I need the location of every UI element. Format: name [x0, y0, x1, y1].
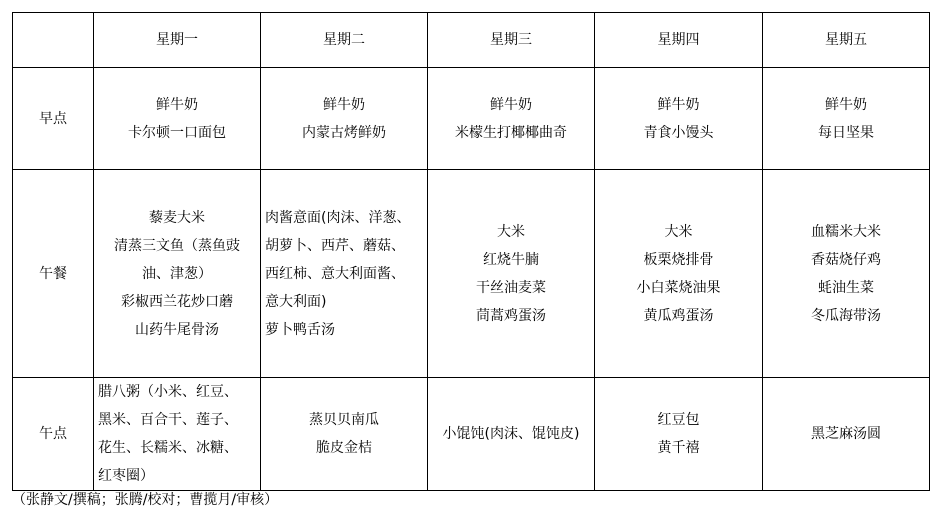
- menu-item: 黄千禧: [657, 440, 700, 456]
- menu-item: 卡尔顿一口面包: [128, 124, 226, 141]
- menu-item: 黑芝麻汤圆: [811, 426, 881, 442]
- menu-item: 米檬生打椰椰曲奇: [455, 124, 567, 141]
- day-header: 星期一: [94, 13, 261, 68]
- menu-cell: [428, 170, 595, 378]
- menu-cell: [261, 68, 428, 170]
- menu-item: 蒸贝贝南瓜: [309, 412, 379, 428]
- menu-cell: [428, 378, 595, 491]
- menu-cell: [763, 170, 930, 378]
- corner-cell: [13, 13, 94, 68]
- menu-item: 藜麦大米: [149, 209, 205, 226]
- menu-cell: [94, 170, 261, 378]
- menu-item: 干丝油麦菜: [476, 279, 546, 296]
- meal-label: 早点: [13, 68, 94, 170]
- menu-cell: [261, 170, 428, 378]
- breakfast-row: [13, 68, 930, 170]
- meal-label: 午餐: [13, 170, 94, 378]
- menu-item: 鲜牛奶: [825, 96, 867, 113]
- menu-item: 大米: [497, 223, 525, 240]
- menu-item: 每日坚果: [818, 124, 874, 141]
- menu-cell: [595, 68, 763, 170]
- menu-cell: [595, 170, 763, 378]
- menu-item: 黄瓜鸡蛋汤: [643, 307, 714, 324]
- credits-footer: （张静文/撰稿；张腾/校对；曹揽月/审核）: [12, 492, 279, 508]
- menu-item: 鲜牛奶: [490, 96, 532, 113]
- menu-item: 萝卜鸭舌汤: [265, 321, 335, 338]
- menu-item: 香菇烧仔鸡: [811, 251, 881, 268]
- menu-item: 山药牛尾骨汤: [135, 321, 219, 338]
- menu-item: 冬瓜海带汤: [811, 307, 881, 324]
- menu-item: 肉酱意面(肉沫、洋葱、: [265, 209, 411, 226]
- menu-cell: [595, 378, 763, 491]
- menu-cell: [763, 378, 930, 491]
- menu-item: 血糯米大米: [811, 223, 881, 240]
- afternoon-snack-row: [13, 378, 930, 491]
- menu-cell: [94, 68, 261, 170]
- day-header: 星期二: [261, 13, 428, 68]
- day-header: 星期五: [763, 13, 930, 68]
- menu-cell: [763, 68, 930, 170]
- menu-item: 清蒸三文鱼（蒸鱼豉: [114, 237, 240, 254]
- menu-item: 青食小馒头: [643, 124, 714, 141]
- menu-item: 鲜牛奶: [657, 96, 700, 113]
- menu-item: 大米: [664, 223, 693, 240]
- menu-item: 胡萝卜、西芹、蘑菇、: [265, 237, 405, 254]
- menu-item: 红豆包: [657, 412, 700, 428]
- menu-cell: [94, 378, 261, 491]
- menu-item: 脆皮金桔: [316, 440, 372, 456]
- menu-item: 腊八粥（小米、红豆、: [98, 384, 238, 400]
- lunch-row: [13, 170, 930, 378]
- menu-item: 小馄饨(肉沫、馄饨皮): [442, 426, 580, 442]
- menu-item: 鲜牛奶: [156, 96, 198, 113]
- menu-item: 彩椒西兰花炒口蘑: [121, 293, 233, 310]
- menu-cell: [428, 68, 595, 170]
- day-header: 星期三: [428, 13, 595, 68]
- menu-cell: [261, 378, 428, 491]
- menu-item: 小白菜烧油果: [636, 279, 721, 296]
- header-row: [13, 13, 930, 68]
- menu-item: 意大利面): [265, 293, 327, 310]
- menu-item: 西红柿、意大利面酱、: [265, 265, 405, 282]
- menu-item: 茼蒿鸡蛋汤: [476, 307, 546, 324]
- menu-item: 红烧牛腩: [483, 251, 539, 268]
- menu-item: 蚝油生菜: [818, 279, 874, 296]
- menu-item: 红枣圈）: [98, 468, 154, 484]
- menu-item: 油、津葱）: [142, 265, 212, 282]
- menu-item: 板栗烧排骨: [643, 251, 714, 268]
- day-header: 星期四: [595, 13, 763, 68]
- meal-label: 午点: [13, 378, 94, 491]
- menu-item: 内蒙古烤鲜奶: [302, 124, 386, 141]
- menu-item: 鲜牛奶: [323, 96, 365, 113]
- menu-item: 黑米、百合干、莲子、: [98, 412, 238, 428]
- weekly-menu-table: [12, 12, 930, 491]
- menu-item: 花生、长糯米、冰糖、: [98, 440, 238, 456]
